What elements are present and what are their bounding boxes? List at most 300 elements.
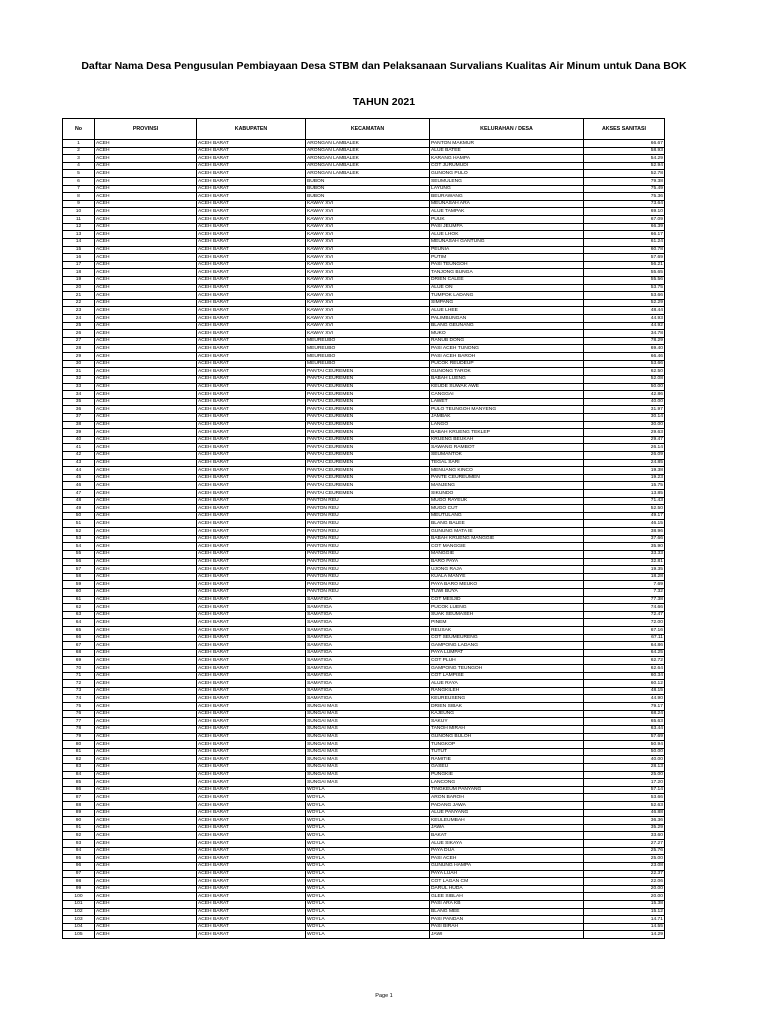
cell-kabupaten: ACEH BARAT (197, 482, 306, 490)
cell-kecamatan: ARONGAN LAMBALEK (306, 155, 430, 163)
cell-akses-sanitasi: 55.56 (584, 276, 665, 284)
cell-kabupaten: ACEH BARAT (197, 269, 306, 277)
cell-kecamatan: PANTAI CEUREMEN (306, 436, 430, 444)
cell-kecamatan: KAWAY XVI (306, 238, 430, 246)
table-row (63, 855, 665, 863)
cell-akses-sanitasi: 33.60 (584, 832, 665, 840)
table-row (63, 916, 665, 924)
table-row (63, 649, 665, 657)
cell-provinsi: ACEH (95, 193, 197, 201)
cell-kecamatan: BUBON (306, 185, 430, 193)
cell-kelurahan-desa: ALUE LHOK (430, 231, 584, 239)
table-row (63, 642, 665, 650)
cell-kecamatan: WOYLA (306, 893, 430, 901)
cell-provinsi: ACEH (95, 482, 197, 490)
cell-kecamatan: SUNGAI MAS (306, 718, 430, 726)
cell-akses-sanitasi: 60.12 (584, 680, 665, 688)
cell-provinsi: ACEH (95, 231, 197, 239)
table-row (63, 178, 665, 186)
cell-akses-sanitasi: 35.90 (584, 543, 665, 551)
cell-kecamatan: PANTAI CEUREMEN (306, 444, 430, 452)
cell-kelurahan-desa: COT MESJID (430, 596, 584, 604)
cell-kabupaten: ACEH BARAT (197, 923, 306, 931)
cell-akses-sanitasi: 52.08 (584, 375, 665, 383)
cell-kabupaten: ACEH BARAT (197, 528, 306, 536)
cell-kecamatan: PANTAI CEUREMEN (306, 421, 430, 429)
cell-no: 62 (63, 604, 95, 612)
cell-kelurahan-desa: KAJEUNG (430, 710, 584, 718)
cell-no: 94 (63, 847, 95, 855)
cell-provinsi: ACEH (95, 741, 197, 749)
cell-no: 32 (63, 375, 95, 383)
table-row (63, 269, 665, 277)
cell-kelurahan-desa: ALUE SIKAYA (430, 840, 584, 848)
cell-akses-sanitasi: 72.00 (584, 619, 665, 627)
cell-akses-sanitasi: 15.12 (584, 908, 665, 916)
cell-no: 68 (63, 649, 95, 657)
table-row (63, 284, 665, 292)
cell-no: 81 (63, 748, 95, 756)
column-header-no: No (63, 119, 95, 140)
cell-provinsi: ACEH (95, 543, 197, 551)
table-row (63, 566, 665, 574)
cell-provinsi: ACEH (95, 140, 197, 148)
cell-kelurahan-desa: PASI ARA KB (430, 900, 584, 908)
cell-kelurahan-desa: MENUANG KINCO (430, 467, 584, 475)
cell-no: 102 (63, 908, 95, 916)
cell-no: 64 (63, 619, 95, 627)
cell-kecamatan: PANTAI CEUREMEN (306, 490, 430, 498)
cell-akses-sanitasi: 55.65 (584, 269, 665, 277)
cell-kecamatan: SUNGAI MAS (306, 779, 430, 787)
cell-no: 27 (63, 337, 95, 345)
cell-kecamatan: PANTAI CEUREMEN (306, 467, 430, 475)
cell-kelurahan-desa: TUMPOK LADANG (430, 292, 584, 300)
cell-kecamatan: WOYLA (306, 794, 430, 802)
cell-akses-sanitasi: 15.38 (584, 900, 665, 908)
cell-provinsi: ACEH (95, 520, 197, 528)
cell-kecamatan: KAWAY XVI (306, 292, 430, 300)
cell-no: 73 (63, 687, 95, 695)
cell-kelurahan-desa: TEGAL SARI (430, 459, 584, 467)
cell-akses-sanitasi: 46.15 (584, 520, 665, 528)
cell-provinsi: ACEH (95, 185, 197, 193)
cell-kecamatan: MEUREUBO (306, 337, 430, 345)
cell-kecamatan: SUNGAI MAS (306, 756, 430, 764)
cell-no: 37 (63, 413, 95, 421)
cell-kabupaten: ACEH BARAT (197, 862, 306, 870)
cell-akses-sanitasi: 50.94 (584, 741, 665, 749)
cell-kelurahan-desa: MANJENG (430, 482, 584, 490)
cell-kabupaten: ACEH BARAT (197, 824, 306, 832)
cell-provinsi: ACEH (95, 703, 197, 711)
cell-kelurahan-desa: PAYA BARO MEUKO (430, 581, 584, 589)
table-row (63, 383, 665, 391)
cell-kecamatan: KAWAY XVI (306, 200, 430, 208)
cell-kabupaten: ACEH BARAT (197, 170, 306, 178)
cell-no: 4 (63, 162, 95, 170)
cell-kabupaten: ACEH BARAT (197, 330, 306, 338)
cell-kecamatan: WOYLA (306, 847, 430, 855)
cell-kabupaten: ACEH BARAT (197, 185, 306, 193)
cell-no: 24 (63, 315, 95, 323)
cell-kecamatan: WOYLA (306, 900, 430, 908)
cell-provinsi: ACEH (95, 421, 197, 429)
cell-kabupaten: ACEH BARAT (197, 634, 306, 642)
cell-kelurahan-desa: MEUNASAH GANTUNG (430, 238, 584, 246)
cell-akses-sanitasi: 13.85 (584, 490, 665, 498)
cell-provinsi: ACEH (95, 893, 197, 901)
cell-provinsi: ACEH (95, 451, 197, 459)
cell-provinsi: ACEH (95, 535, 197, 543)
cell-akses-sanitasi: 35.29 (584, 824, 665, 832)
cell-kelurahan-desa: PASI BIRAH (430, 923, 584, 931)
table-row (63, 908, 665, 916)
table-row (63, 459, 665, 467)
cell-kabupaten: ACEH BARAT (197, 353, 306, 361)
cell-kelurahan-desa: MUGO CUT (430, 505, 584, 513)
cell-provinsi: ACEH (95, 923, 197, 931)
cell-kelurahan-desa: KARANG HAMPA (430, 155, 584, 163)
cell-no: 80 (63, 741, 95, 749)
table-row (63, 330, 665, 338)
cell-kelurahan-desa: BAKAT (430, 832, 584, 840)
cell-provinsi: ACEH (95, 642, 197, 650)
table-row (63, 596, 665, 604)
table-row (63, 353, 665, 361)
table-row (63, 406, 665, 414)
table-row (63, 528, 665, 536)
cell-kabupaten: ACEH BARAT (197, 512, 306, 520)
cell-kabupaten: ACEH BARAT (197, 505, 306, 513)
cell-provinsi: ACEH (95, 710, 197, 718)
cell-akses-sanitasi: 33.33 (584, 550, 665, 558)
cell-kelurahan-desa: PULO TEUNGOH MANYENG (430, 406, 584, 414)
cell-kabupaten: ACEH BARAT (197, 566, 306, 574)
cell-provinsi: ACEH (95, 558, 197, 566)
cell-kabupaten: ACEH BARAT (197, 421, 306, 429)
cell-kabupaten: ACEH BARAT (197, 611, 306, 619)
cell-akses-sanitasi: 23.08 (584, 862, 665, 870)
cell-kelurahan-desa: BABAH KRUENG MANGGIE (430, 535, 584, 543)
cell-no: 97 (63, 870, 95, 878)
cell-no: 86 (63, 786, 95, 794)
cell-kecamatan: ARONGAN LAMBALEK (306, 170, 430, 178)
cell-no: 28 (63, 345, 95, 353)
cell-akses-sanitasi: 61.24 (584, 238, 665, 246)
cell-provinsi: ACEH (95, 581, 197, 589)
cell-no: 44 (63, 467, 95, 475)
table-row (63, 543, 665, 551)
cell-no: 47 (63, 490, 95, 498)
table-row (63, 368, 665, 376)
cell-provinsi: ACEH (95, 284, 197, 292)
column-header-kecamatan: KECAMATAN (306, 119, 430, 140)
table-row (63, 413, 665, 421)
cell-provinsi: ACEH (95, 809, 197, 817)
cell-akses-sanitasi: 62.72 (584, 657, 665, 665)
cell-kabupaten: ACEH BARAT (197, 147, 306, 155)
cell-provinsi: ACEH (95, 459, 197, 467)
column-header-kabupaten: KABUPATEN (197, 119, 306, 140)
cell-provinsi: ACEH (95, 566, 197, 574)
cell-provinsi: ACEH (95, 634, 197, 642)
cell-provinsi: ACEH (95, 497, 197, 505)
table-row (63, 238, 665, 246)
cell-kelurahan-desa: BLANG BALEE (430, 520, 584, 528)
cell-akses-sanitasi: 20.00 (584, 893, 665, 901)
cell-provinsi: ACEH (95, 261, 197, 269)
cell-provinsi: ACEH (95, 444, 197, 452)
cell-akses-sanitasi: 67.09 (584, 216, 665, 224)
cell-kelurahan-desa: MEUTULANG (430, 512, 584, 520)
cell-no: 21 (63, 292, 95, 300)
cell-kecamatan: BUBON (306, 178, 430, 186)
table-row (63, 254, 665, 262)
cell-provinsi: ACEH (95, 604, 197, 612)
cell-kecamatan: WOYLA (306, 931, 430, 939)
cell-akses-sanitasi: 57.69 (584, 733, 665, 741)
cell-kabupaten: ACEH BARAT (197, 665, 306, 673)
cell-akses-sanitasi: 31.97 (584, 406, 665, 414)
cell-kelurahan-desa: SIKUNDO (430, 490, 584, 498)
cell-kecamatan: WOYLA (306, 885, 430, 893)
table-row (63, 276, 665, 284)
cell-akses-sanitasi: 49.17 (584, 512, 665, 520)
cell-kelurahan-desa: PUCOK LUENG (430, 604, 584, 612)
cell-provinsi: ACEH (95, 223, 197, 231)
cell-no: 72 (63, 680, 95, 688)
cell-akses-sanitasi: 50.00 (584, 748, 665, 756)
cell-akses-sanitasi: 71.43 (584, 497, 665, 505)
cell-no: 49 (63, 505, 95, 513)
cell-kabupaten: ACEH BARAT (197, 672, 306, 680)
cell-kecamatan: SAMATIGA (306, 695, 430, 703)
cell-akses-sanitasi: 26.14 (584, 444, 665, 452)
cell-kelurahan-desa: JAWI (430, 931, 584, 939)
cell-kelurahan-desa: PASI ACEH BAROH (430, 353, 584, 361)
cell-kabupaten: ACEH BARAT (197, 413, 306, 421)
cell-kecamatan: PANTON REU (306, 550, 430, 558)
cell-akses-sanitasi: 38.96 (584, 528, 665, 536)
cell-provinsi: ACEH (95, 817, 197, 825)
cell-akses-sanitasi: 26.09 (584, 451, 665, 459)
table-row (63, 588, 665, 596)
table-row (63, 246, 665, 254)
cell-no: 99 (63, 885, 95, 893)
cell-akses-sanitasi: 19.38 (584, 467, 665, 475)
cell-kecamatan: MEUREUBO (306, 345, 430, 353)
cell-kecamatan: WOYLA (306, 916, 430, 924)
cell-provinsi: ACEH (95, 512, 197, 520)
cell-no: 34 (63, 391, 95, 399)
cell-akses-sanitasi: 53.66 (584, 292, 665, 300)
table-row (63, 832, 665, 840)
cell-kabupaten: ACEH BARAT (197, 703, 306, 711)
table-row (63, 665, 665, 673)
cell-no: 20 (63, 284, 95, 292)
cell-kecamatan: PANTON REU (306, 497, 430, 505)
table-row (63, 900, 665, 908)
cell-kelurahan-desa: ALUE PANYANG (430, 809, 584, 817)
cell-akses-sanitasi: 52.29 (584, 299, 665, 307)
table-row (63, 360, 665, 368)
cell-kelurahan-desa: COT PLUH (430, 657, 584, 665)
cell-akses-sanitasi: 7.69 (584, 581, 665, 589)
cell-kabupaten: ACEH BARAT (197, 581, 306, 589)
cell-no: 79 (63, 733, 95, 741)
cell-provinsi: ACEH (95, 878, 197, 886)
cell-no: 74 (63, 695, 95, 703)
cell-akses-sanitasi: 34.78 (584, 330, 665, 338)
cell-provinsi: ACEH (95, 337, 197, 345)
table-row (63, 733, 665, 741)
table-row (63, 763, 665, 771)
cell-provinsi: ACEH (95, 208, 197, 216)
cell-kelurahan-desa: SEUMULENG (430, 178, 584, 186)
cell-no: 95 (63, 855, 95, 863)
cell-provinsi: ACEH (95, 505, 197, 513)
cell-kabupaten: ACEH BARAT (197, 307, 306, 315)
document-year: TAHUN 2021 (352, 96, 416, 108)
table-row (63, 558, 665, 566)
cell-akses-sanitasi: 75.36 (584, 193, 665, 201)
cell-kelurahan-desa: GLEE SIBLAH (430, 893, 584, 901)
cell-kabupaten: ACEH BARAT (197, 406, 306, 414)
cell-no: 46 (63, 482, 95, 490)
cell-kecamatan: PANTON REU (306, 528, 430, 536)
cell-provinsi: ACEH (95, 429, 197, 437)
cell-provinsi: ACEH (95, 276, 197, 284)
cell-kecamatan: KAWAY XVI (306, 284, 430, 292)
cell-kabupaten: ACEH BARAT (197, 756, 306, 764)
table-row (63, 505, 665, 513)
cell-kelurahan-desa: KRUENG BEUKAH (430, 436, 584, 444)
cell-kelurahan-desa: PAYA LUAH (430, 870, 584, 878)
cell-kelurahan-desa: TUTUT (430, 748, 584, 756)
cell-kelurahan-desa: LAYUNG (430, 185, 584, 193)
cell-kabupaten: ACEH BARAT (197, 931, 306, 939)
table-row (63, 490, 665, 498)
cell-akses-sanitasi: 32.81 (584, 558, 665, 566)
cell-akses-sanitasi: 67.11 (584, 634, 665, 642)
cell-kabupaten: ACEH BARAT (197, 391, 306, 399)
cell-kecamatan: KAWAY XVI (306, 322, 430, 330)
cell-no: 65 (63, 627, 95, 635)
table-row (63, 140, 665, 148)
cell-kabupaten: ACEH BARAT (197, 261, 306, 269)
cell-kecamatan: SAMATIGA (306, 649, 430, 657)
cell-no: 54 (63, 543, 95, 551)
cell-provinsi: ACEH (95, 550, 197, 558)
cell-no: 39 (63, 429, 95, 437)
cell-kecamatan: PANTON REU (306, 505, 430, 513)
cell-no: 11 (63, 216, 95, 224)
cell-no: 53 (63, 535, 95, 543)
cell-no: 89 (63, 809, 95, 817)
cell-no: 18 (63, 269, 95, 277)
cell-kelurahan-desa: PASI JEUMPA (430, 223, 584, 231)
cell-kelurahan-desa: PANTE CEUREUMEN (430, 474, 584, 482)
cell-kecamatan: ARONGAN LAMBALEK (306, 140, 430, 148)
table-row (63, 878, 665, 886)
cell-no: 15 (63, 246, 95, 254)
cell-akses-sanitasi: 65.63 (584, 718, 665, 726)
cell-akses-sanitasi: 57.14 (584, 786, 665, 794)
cell-akses-sanitasi: 28.13 (584, 763, 665, 771)
cell-kabupaten: ACEH BARAT (197, 596, 306, 604)
cell-kelurahan-desa: TANOH MIRAH (430, 725, 584, 733)
cell-kabupaten: ACEH BARAT (197, 444, 306, 452)
cell-akses-sanitasi: 46.88 (584, 809, 665, 817)
cell-kabupaten: ACEH BARAT (197, 322, 306, 330)
table-body (63, 140, 665, 939)
table-row (63, 155, 665, 163)
cell-kabupaten: ACEH BARAT (197, 474, 306, 482)
cell-kecamatan: SUNGAI MAS (306, 725, 430, 733)
cell-kabupaten: ACEH BARAT (197, 649, 306, 657)
cell-kabupaten: ACEH BARAT (197, 763, 306, 771)
cell-kelurahan-desa: ARON BAROH (430, 794, 584, 802)
cell-no: 40 (63, 436, 95, 444)
cell-no: 59 (63, 581, 95, 589)
cell-kelurahan-desa: LAWET (430, 398, 584, 406)
cell-kabupaten: ACEH BARAT (197, 900, 306, 908)
cell-provinsi: ACEH (95, 474, 197, 482)
table-row (63, 292, 665, 300)
cell-kecamatan: SAMATIGA (306, 627, 430, 635)
cell-provinsi: ACEH (95, 657, 197, 665)
table-row (63, 520, 665, 528)
cell-provinsi: ACEH (95, 322, 197, 330)
table-row (63, 611, 665, 619)
cell-kelurahan-desa: SUAK SEUMASEH (430, 611, 584, 619)
cell-kecamatan: SAMATIGA (306, 611, 430, 619)
table-row (63, 497, 665, 505)
cell-akses-sanitasi: 60.78 (584, 246, 665, 254)
cell-kecamatan: WOYLA (306, 817, 430, 825)
cell-no: 38 (63, 421, 95, 429)
cell-kelurahan-desa: BABAH KRUENG TEKLEP (430, 429, 584, 437)
cell-akses-sanitasi: 19.35 (584, 566, 665, 574)
cell-kabupaten: ACEH BARAT (197, 155, 306, 163)
cell-akses-sanitasi: 62.50 (584, 368, 665, 376)
table-header-row (63, 119, 665, 140)
cell-kecamatan: KAWAY XVI (306, 276, 430, 284)
cell-kabupaten: ACEH BARAT (197, 140, 306, 148)
cell-no: 103 (63, 916, 95, 924)
cell-kecamatan: SUNGAI MAS (306, 703, 430, 711)
table-row (63, 223, 665, 231)
cell-no: 50 (63, 512, 95, 520)
cell-no: 71 (63, 672, 95, 680)
cell-kelurahan-desa: DARUL HUDA (430, 885, 584, 893)
cell-kelurahan-desa: PALIMBUNGAN (430, 315, 584, 323)
cell-akses-sanitasi: 14.71 (584, 916, 665, 924)
cell-kecamatan: PANTAI CEUREMEN (306, 459, 430, 467)
cell-kecamatan: PANTON REU (306, 581, 430, 589)
cell-akses-sanitasi: 25.00 (584, 771, 665, 779)
cell-kecamatan: MEUREUBO (306, 360, 430, 368)
cell-provinsi: ACEH (95, 216, 197, 224)
cell-kecamatan: PANTAI CEUREMEN (306, 429, 430, 437)
cell-akses-sanitasi: 22.06 (584, 878, 665, 886)
cell-kabupaten: ACEH BARAT (197, 337, 306, 345)
cell-kabupaten: ACEH BARAT (197, 208, 306, 216)
cell-no: 23 (63, 307, 95, 315)
cell-kecamatan: PANTAI CEUREMEN (306, 375, 430, 383)
cell-akses-sanitasi: 44.92 (584, 322, 665, 330)
